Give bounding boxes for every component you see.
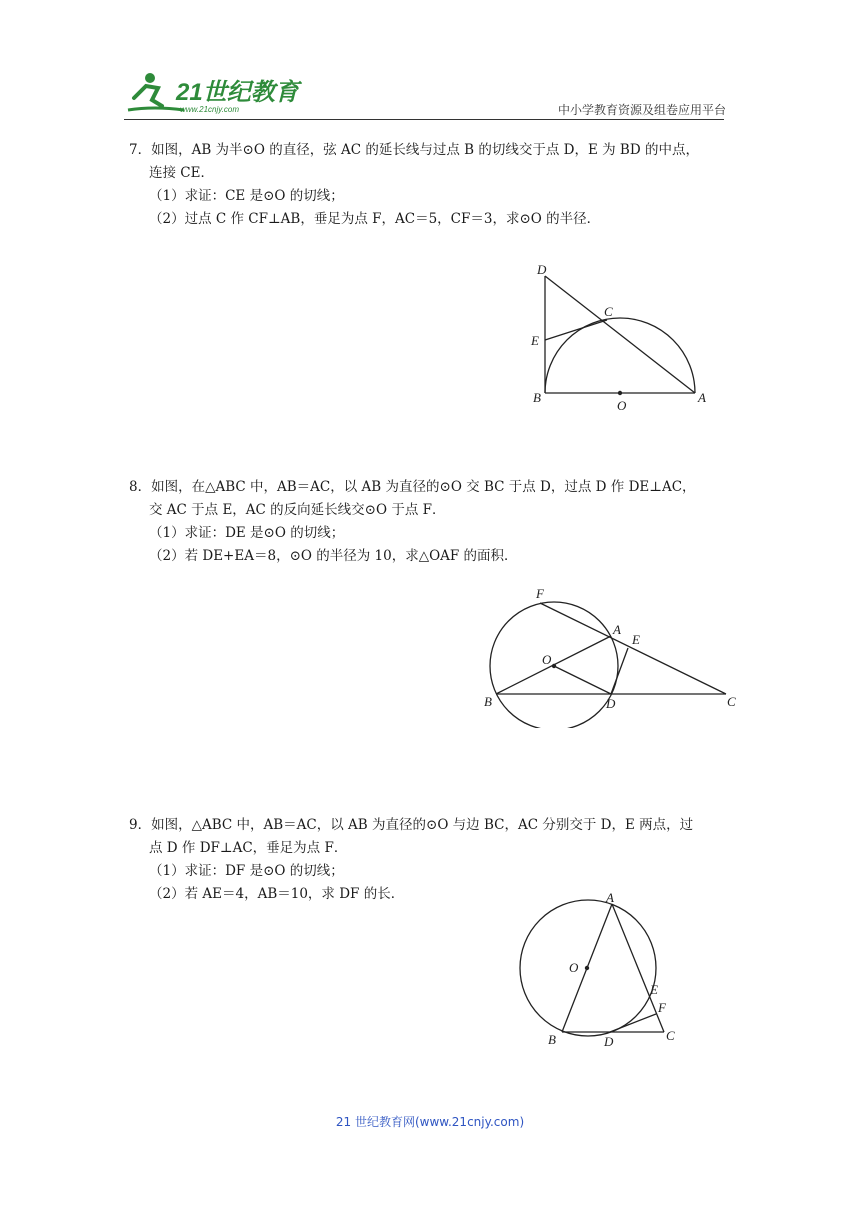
label-a: A [613,622,621,637]
question-8-part-1: （1）求证：DE 是⊙O 的切线； [149,525,345,541]
center-point [552,664,556,668]
label-b: B [484,694,492,709]
logo-text: 21世纪教育 [176,79,299,106]
question-8-part-2: （2）若 DE+EA＝8，⊙O 的半径为 10，求△OAF 的面积． [149,548,518,564]
question-7-line-1: 7．如图，AB 为半⊙O 的直径，弦 AC 的延长线与过点 B 的切线交于点 D，E 为 BD 的中点， [129,142,699,158]
site-logo [124,70,304,116]
center-point [618,391,622,395]
label-d: D [537,262,547,277]
label-e: E [650,982,658,997]
label-b: B [548,1032,556,1047]
question-7-part-2: （2）过点 C 作 CF⊥AB，垂足为点 F，AC＝5，CF＝3，求⊙O 的半径． [149,211,601,227]
label-o: O [542,652,552,667]
label-c: C [604,304,613,319]
segment-de [611,648,628,694]
question-8-line-2: 交 AC 于点 E，AC 的反向延长线交⊙O 于点 F． [149,502,446,518]
label-a: A [698,390,706,405]
segment-df [610,1014,656,1032]
question-7 [129,139,734,231]
label-a: A [606,890,614,905]
label-c: C [727,694,736,709]
question-8 [129,476,734,568]
segment-ec [545,320,607,340]
semicircle [545,318,695,393]
label-o: O [569,960,579,975]
label-e: E [531,333,539,348]
label-d: D [606,696,616,711]
figure-q8 [478,586,740,728]
question-9-line-1: 9．如图，△ABC 中，AB＝AC，以 AB 为直径的⊙O 与边 BC，AC 分别交于 D，E 两点，过 [129,817,694,833]
segment-fc [540,603,726,694]
question-9-line-2: 点 D 作 DF⊥AC，垂足为点 F． [149,840,348,856]
label-o: O [617,398,627,413]
label-c: C [666,1028,675,1043]
header-divider [124,119,724,120]
label-f: F [658,1000,666,1015]
segment-da [545,276,695,393]
center-point [585,966,589,970]
label-d: D [604,1034,614,1049]
question-8-line-1: 8．如图，在△ABC 中，AB＝AC，以 AB 为直径的⊙O 交 BC 于点 D，过点 D 作 DE⊥AC， [129,479,696,495]
label-f: F [536,586,544,601]
figure-q7 [520,258,720,416]
question-9-part-1: （1）求证：DF 是⊙O 的切线； [149,863,344,879]
label-e: E [632,632,640,647]
platform-name: 中小学教育资源及组卷应用平台 [557,103,726,117]
question-7-part-1: （1）求证：CE 是⊙O 的切线； [149,188,344,204]
question-9-part-2: （2）若 AE＝4，AB＝10，求 DF 的长． [149,886,405,902]
segment-od [554,666,611,694]
label-b: B [533,390,541,405]
footer-link[interactable]: 21 世纪教育网(www.21cnjy.com) [335,1115,525,1129]
question-7-line-2: 连接 CE． [149,165,214,181]
figure-q9 [512,890,694,1052]
logo-url: www.21cnjy.com [180,105,239,114]
